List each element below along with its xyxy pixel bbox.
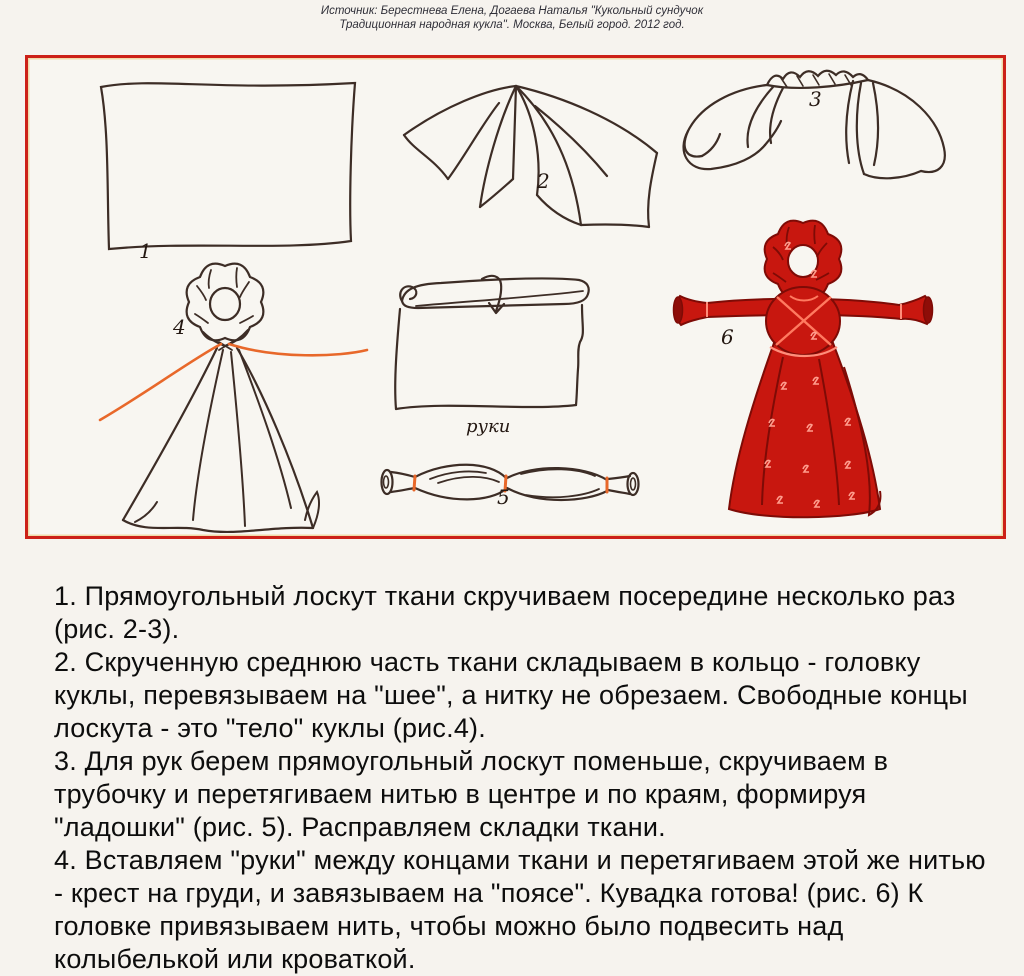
figure-1-label: 1 [139, 239, 152, 263]
figure-arms-rolled-cloth [386, 271, 601, 426]
instructions-text [54, 580, 994, 976]
instruction-line: - крест на груди, и завязываем на "поясе". Кувадка готова! (рис. 6) К [54, 878, 924, 908]
attribution-line-1: Источник: Берестнева Елена, Догаева Наталья "Кукольный сундучок [320, 5, 704, 17]
figure-3-label: 3 [809, 87, 822, 111]
figure-1-cloth-rectangle [93, 73, 363, 258]
attribution-line-2: Традиционная народная кукла". Москва, Белый город. 2012 год. [339, 19, 685, 31]
figure-3-twisted-middle-cloth [675, 59, 1000, 199]
instruction-line: лоскута - это "тело" куклы (рис.4). [54, 713, 486, 743]
instruction-line: 2. Скрученную среднюю часть ткани складываем в кольцо - головку [54, 647, 921, 677]
instruction-line: (рис. 2-3). [54, 614, 180, 644]
instruction-line: 4. Вставляем "руки" между концами ткани и перетягиваем этой же нитью [54, 845, 986, 875]
instruction-line: головке привязываем нить, чтобы можно было подвесить над [54, 911, 844, 941]
figure-2-label: 2 [537, 169, 550, 193]
illustration-frame [25, 55, 1006, 539]
instruction-line: куклы, перевязываем на "шее", а нитку не обрезаем. Свободные концы [54, 680, 968, 710]
instruction-line: колыбелькой или кроваткой. [54, 944, 416, 974]
instruction-line: трубочку и перетягиваем нитью в центре и по краям, формируя [54, 779, 867, 809]
instruction-line: 3. Для рук берем прямоугольный лоскут поменьше, скручиваем в [54, 746, 889, 776]
instruction-line: "ладошки" (рис. 5). Расправляем складки ткани. [54, 812, 666, 842]
figure-4-label: 4 [173, 315, 186, 339]
figure-5-arms-tube [378, 451, 658, 513]
figure-6-label: 6 [721, 325, 734, 349]
figure-4-doll-with-thread [91, 258, 381, 538]
figure-arms-label: руки [466, 416, 511, 437]
figure-6-finished-doll [661, 215, 951, 520]
figure-5-label: 5 [497, 485, 510, 509]
instruction-line: 1. Прямоугольный лоскут ткани скручиваем посередине несколько раз [54, 581, 956, 611]
source-attribution [0, 4, 1024, 32]
figure-2-twisted-cloth [395, 61, 695, 239]
